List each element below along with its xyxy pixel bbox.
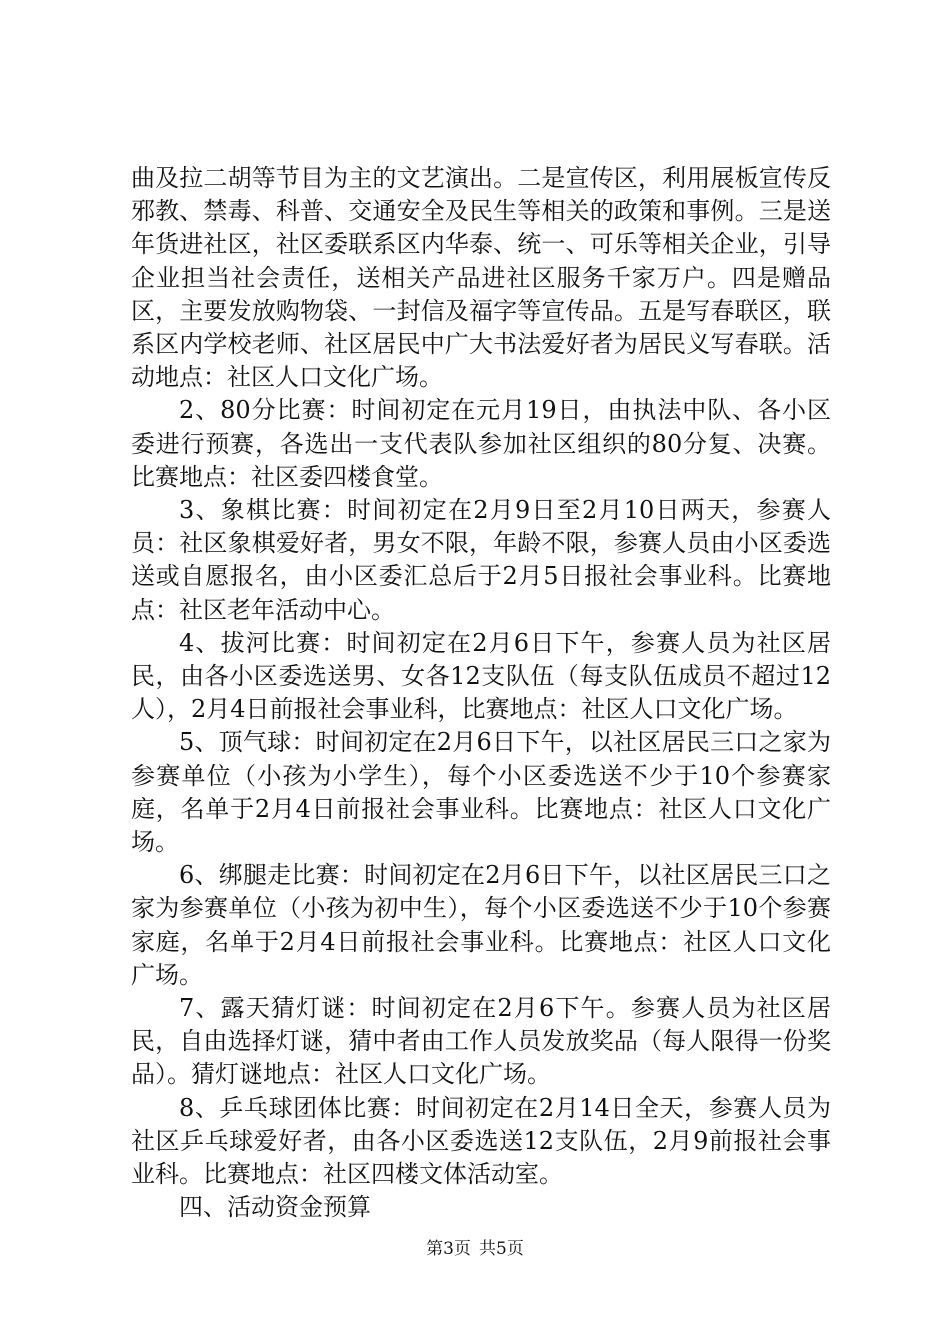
document-body xyxy=(131,162,831,1225)
page-total: 共5页 xyxy=(479,1239,524,1259)
page-number: 第3页 xyxy=(426,1239,471,1259)
paragraph-lantern-riddles: 7、露天猜灯谜：时间初定在2月6下午。参赛人员为社区居民，自由选择灯谜，猜中者由工作人员发放奖品（每人限得一份奖品）。猜灯谜地点：社区人口文化广场。 xyxy=(131,994,831,1089)
paragraph-balloon: 5、顶气球：时间初定在2月6日下午，以社区居民三口之家为参赛单位（小孩为小学生），每个小区委选送不少于10个参赛家庭，名单于2月4日前报社会事业科。比赛地点：社区人口文化广场。 xyxy=(131,728,831,857)
page-footer xyxy=(0,1239,950,1259)
paragraph-table-tennis: 8、乒乓球团体比赛：时间初定在2月14日全天，参赛人员为社区乒乓球爱好者，由各小区委选送12支队伍，2月9前报社会事业科。比赛地点：社区四楼文体活动室。 xyxy=(131,1093,831,1189)
paragraph-three-legged-race: 6、绑腿走比赛：时间初定在2月6日下午，以社区居民三口之家为参赛单位（小孩为初中生），每个小区委选送不少于10个参赛家庭，名单于2月4日前报社会事业科。比赛地点：社区人口文化广场。 xyxy=(131,861,831,989)
section-heading-budget: 四、活动资金预算 xyxy=(179,1193,371,1222)
paragraph-chess: 3、象棋比赛：时间初定在2月9日至2月10日两天，参赛人员：社区象棋爱好者，男女不限，年龄不限，参赛人员由小区委选送或自愿报名，由小区委汇总后于2月5日报社会事业科。比赛地点：社区老年活动中心。 xyxy=(131,496,831,624)
paragraph-continuation: 曲及拉二胡等节目为主的文艺演出。二是宣传区，利用展板宣传反邪教、禁毒、科普、交通安全及民生等相关的政策和事例。三是送年货进社区，社区委联系区内华泰、统一、可乐等相关企业，引导企业担当社会责任，送相关产品进社区服务千家万户。四是赠品区，主要发放购物袋、一封信及福字等宣传品。五是写春联区，联系区内学校老师、社区居民中广大书法爱好者为居民义写春联。活动地点：社区人口文化广场。 xyxy=(131,164,831,392)
paragraph-tug-of-war: 4、拔河比赛：时间初定在2月6日下午，参赛人员为社区居民，由各小区委选送男、女各12支队伍（每支队伍成员不超过12人），2月4日前报社会事业科，比赛地点：社区人口文化广场。 xyxy=(131,628,831,724)
paragraph-card-game: 2、80分比赛：时间初定在元月19日，由执法中队、各小区委进行预赛，各选出一支代表队参加社区组织的80分复、决赛。比赛地点：社区委四楼食堂。 xyxy=(131,396,831,491)
